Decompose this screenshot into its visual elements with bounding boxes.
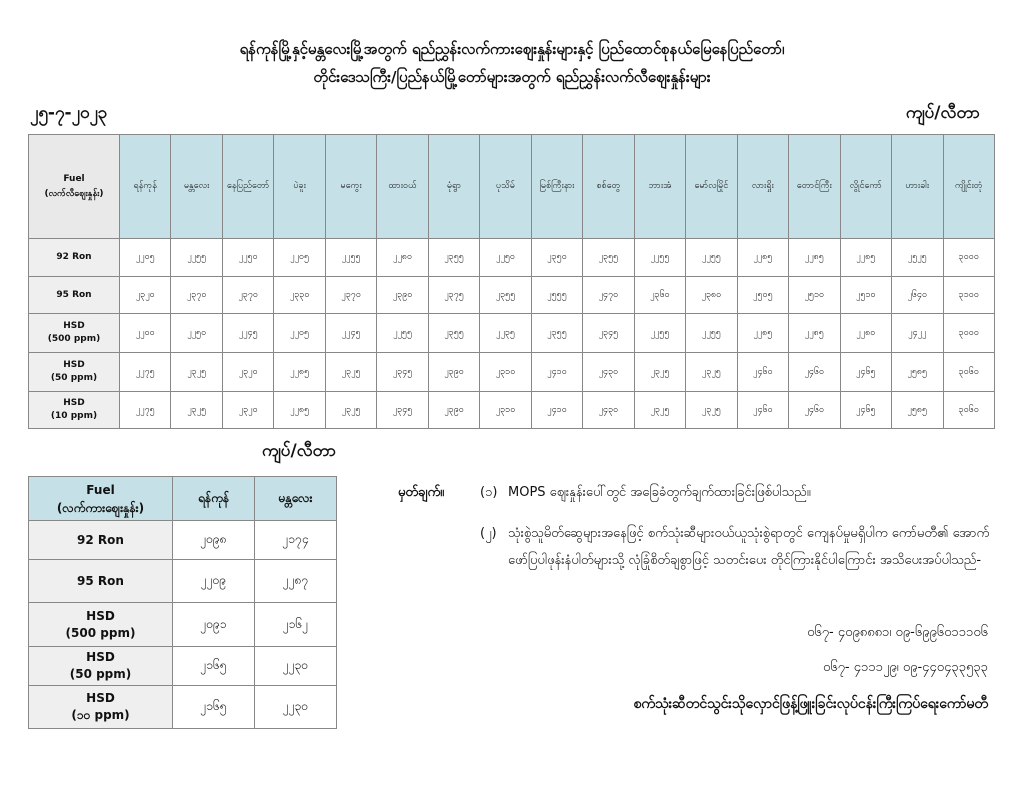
fuel-type-cell bbox=[29, 686, 173, 729]
city-header: လားရှိုး bbox=[737, 135, 788, 239]
fuel-header-sublabel: (လက်ကားဈေးနှုန်း) bbox=[56, 500, 145, 515]
price-cell: ၂၄၃၀ bbox=[583, 353, 634, 392]
fuel-type-sublabel: (50 ppm) bbox=[50, 373, 98, 383]
price-cell: ၂၂၈၅ bbox=[789, 314, 840, 353]
price-cell: ၂၄၁၀ bbox=[531, 392, 582, 429]
price-cell: ၂၂၈၅ bbox=[789, 239, 840, 277]
city-header: ဘားအံ bbox=[634, 135, 685, 239]
note-number: (၂) bbox=[480, 526, 497, 541]
table-row bbox=[29, 521, 337, 560]
price-cell: ၂၂၃၀ bbox=[255, 647, 337, 686]
table-row bbox=[29, 603, 337, 647]
table-row bbox=[29, 353, 995, 392]
retail-header-row bbox=[29, 135, 995, 239]
fuel-type-label: 95 Ron bbox=[77, 573, 124, 588]
fuel-type-label: HSD bbox=[63, 321, 85, 331]
price-cell: ၂၄၂၂ bbox=[892, 314, 943, 353]
city-header: တောင်ကြီး bbox=[789, 135, 840, 239]
fuel-type-label: 92 Ron bbox=[56, 252, 92, 262]
price-cell: ၃၀၆၀ bbox=[943, 392, 995, 429]
price-cell: ၂၂၄၅ bbox=[222, 314, 273, 353]
phone-numbers: ၀၆၇- ၄၀၉၈၈၈၁၊ ၀၉-၆၉၉၆၀၁၁၁၀၆ bbox=[807, 625, 988, 640]
price-cell: ၂၃၇၀ bbox=[325, 277, 376, 314]
table-row bbox=[29, 392, 995, 429]
price-cell: ၂၃၅၅ bbox=[428, 239, 479, 277]
price-cell: ၂၃၂၅ bbox=[634, 353, 685, 392]
price-cell: ၂၅၅၅ bbox=[531, 277, 582, 314]
unit-label-bottom: ကျပ်/လီတာ bbox=[262, 441, 337, 461]
city-header: မန္တလေး bbox=[171, 135, 222, 239]
city-header: မုံရွာ bbox=[428, 135, 479, 239]
price-cell: ၂၅၁၀ bbox=[840, 277, 891, 314]
price-cell: ၂၄၆၀ bbox=[737, 353, 788, 392]
fuel-header bbox=[29, 135, 120, 239]
price-cell: ၂၃၅၅ bbox=[531, 314, 582, 353]
price-cell: ၂၃၆၀ bbox=[634, 277, 685, 314]
price-cell: ၂၂၇၅ bbox=[120, 353, 171, 392]
fuel-type-cell bbox=[29, 603, 173, 647]
page-title-line-2: တိုင်းဒေသကြီး/ပြည်နယ်မြို့တော်များအတွက် ရည်ညွှန်းလက်လီဈေးနှုန်းများ bbox=[313, 68, 711, 86]
city-header: စစ်တွေ bbox=[583, 135, 634, 239]
price-cell: ၂၂၀၀ bbox=[120, 314, 171, 353]
fuel-header bbox=[29, 477, 173, 521]
price-cell: ၂၄၁၀ bbox=[531, 353, 582, 392]
unit-label-top: ကျပ်/လီတာ bbox=[905, 103, 980, 123]
city-header: မော်လမြိုင် bbox=[686, 135, 737, 239]
fuel-type-cell bbox=[29, 353, 120, 392]
price-cell: ၂၄၆၀ bbox=[737, 392, 788, 429]
price-cell: ၂၆၄၀ bbox=[892, 277, 943, 314]
table-row bbox=[29, 277, 995, 314]
price-cell: ၂၃၉၀ bbox=[428, 353, 479, 392]
price-cell: ၂၂၅၀ bbox=[171, 314, 222, 353]
fuel-type-sublabel: (၁၀ ppm) bbox=[71, 708, 130, 722]
city-header: ပဲခူး bbox=[274, 135, 325, 239]
price-cell: ၂၃၅၅ bbox=[480, 277, 531, 314]
page-title-line-1: ရန်ကုန်မြို့နှင့်မန္တလေးမြို့အတွက် ရည်ညွှန်းလက်ကားဈေးနှုန်းများနှင့် ပြည်ထောင်စုနယ်မြေနေပြည်တော်၊ bbox=[239, 40, 785, 58]
retail-price-table bbox=[28, 134, 995, 429]
fuel-type-label: HSD bbox=[63, 398, 85, 408]
price-cell: ၂၀၉၈ bbox=[173, 521, 255, 560]
price-cell: ၂၃၃၀ bbox=[274, 277, 325, 314]
price-cell: ၂၄၇၀ bbox=[583, 277, 634, 314]
fuel-type-sublabel: (10 ppm) bbox=[50, 411, 98, 421]
price-cell: ၂၂၀၉ bbox=[173, 560, 255, 603]
price-cell: ၂၃၂၅ bbox=[634, 392, 685, 429]
fuel-type-label: 95 Ron bbox=[56, 289, 92, 300]
table-row bbox=[29, 239, 995, 277]
committee-signature: စက်သုံးဆီတင်သွင်းသိုလှောင်ဖြန့်ဖြူးခြင်းလုပ်ငန်းကြီးကြပ်ရေးကော်မတီ bbox=[633, 696, 988, 712]
price-cell: ၂၃၇၀ bbox=[222, 277, 273, 314]
price-cell: ၂၂၈၅ bbox=[274, 392, 325, 429]
price-cell: ၂၃၉၀ bbox=[377, 277, 428, 314]
city-header: ပုသိမ် bbox=[480, 135, 531, 239]
price-cell: ၂၂၅၅ bbox=[686, 239, 737, 277]
price-cell: ၂၄၆၅ bbox=[840, 353, 891, 392]
price-cell: ၂၂၈၅ bbox=[737, 239, 788, 277]
price-cell: ၂၃၇၅ bbox=[428, 277, 479, 314]
price-cell: ၂၂၅၀ bbox=[480, 239, 531, 277]
price-cell: ၂၂၅၅ bbox=[171, 239, 222, 277]
fuel-type-sublabel: (50 ppm) bbox=[69, 667, 132, 681]
price-cell: ၃၁၀၀ bbox=[943, 277, 995, 314]
price-cell: ၂၃၄၅ bbox=[377, 392, 428, 429]
price-cell: ၃၀၀၀ bbox=[943, 239, 995, 277]
price-cell: ၂၄၃၀ bbox=[583, 392, 634, 429]
fuel-type-cell bbox=[29, 521, 173, 560]
city-header: မြစ်ကြီးနား bbox=[531, 135, 582, 239]
price-cell: ၂၃၂၀ bbox=[120, 277, 171, 314]
price-cell: ၂၂၅၅ bbox=[686, 314, 737, 353]
price-cell: ၂၁၆၂ bbox=[255, 603, 337, 647]
price-cell: ၂၀၉၁ bbox=[173, 603, 255, 647]
price-cell: ၂၂၈၀ bbox=[840, 314, 891, 353]
notes-label: မှတ်ချက်။ bbox=[398, 485, 445, 500]
note-number: (၁) bbox=[480, 485, 498, 500]
city-header: မကွေး bbox=[325, 135, 376, 239]
note-item bbox=[480, 520, 992, 574]
fuel-type-label: HSD bbox=[63, 360, 85, 370]
price-cell: ၂၄၆၅ bbox=[840, 392, 891, 429]
price-cell: ၃၀၆၀ bbox=[943, 353, 995, 392]
fuel-type-cell bbox=[29, 560, 173, 603]
city-header: မန္တလေး bbox=[255, 477, 337, 521]
fuel-type-cell bbox=[29, 277, 120, 314]
price-cell: ၂၃၂၅ bbox=[171, 353, 222, 392]
price-cell: ၂၃၂၅ bbox=[171, 392, 222, 429]
fuel-type-cell bbox=[29, 314, 120, 353]
note-text: MOPS ဈေးနှုန်းပေါ်တွင် အခြေခံတွက်ချက်ထားခြင်းဖြစ်ပါသည်။ bbox=[508, 485, 811, 500]
price-cell: ၂၃၂၀ bbox=[222, 353, 273, 392]
phone-numbers: ၀၆၇- ၄၁၁၁၂၉၊ ၀၉-၄၄၀၄၃၃၅၃၃ bbox=[822, 660, 988, 675]
price-cell: ၂၁၇၄ bbox=[255, 521, 337, 560]
price-cell: ၂၃၁၀ bbox=[480, 353, 531, 392]
city-header: လွိုင်ကော် bbox=[840, 135, 891, 239]
price-cell: ၂၃၅၅ bbox=[583, 239, 634, 277]
fuel-type-cell bbox=[29, 392, 120, 429]
price-cell: ၂၃၇၀ bbox=[171, 277, 222, 314]
price-cell: ၂၂၃၀ bbox=[255, 686, 337, 729]
price-cell: ၂၁၆၅ bbox=[173, 647, 255, 686]
price-cell: ၂၂၈၅ bbox=[737, 314, 788, 353]
price-cell: ၂၂၈၀ bbox=[377, 239, 428, 277]
city-header: ထားဝယ် bbox=[377, 135, 428, 239]
note-text: သုံးစွဲသူမိတ်ဆွေများအနေဖြင့် စက်သုံးဆီများဝယ်ယူသုံးစွဲရာတွင် ကျေနပ်မှုမရှိပါက ကော်မတီ၏ အောက်ဖော်ပြပါဖုန်းနံပါတ်များသို့ လုံခြုံစိတ်ချစွာဖြင့် သတင်းပေး တိုင်ကြားနိုင်ပါကြောင်း အသိပေးအပ်ပါသည်- bbox=[508, 526, 990, 568]
price-cell: ၂၂၀၅ bbox=[274, 239, 325, 277]
fuel-type-sublabel: (500 ppm) bbox=[65, 625, 136, 640]
price-cell: ၂၂၅၀ bbox=[222, 239, 273, 277]
price-cell: ၂၂၀၅ bbox=[274, 314, 325, 353]
price-cell: ၂၃၂၅ bbox=[686, 392, 737, 429]
note-item bbox=[480, 484, 811, 503]
price-cell: ၂၃၂၅ bbox=[325, 353, 376, 392]
price-cell: ၂၂၈၅ bbox=[274, 353, 325, 392]
price-cell: ၂၃၂၅ bbox=[686, 353, 737, 392]
price-cell: ၂၃၅၅ bbox=[428, 314, 479, 353]
price-cell: ၂၄၆၀ bbox=[789, 392, 840, 429]
price-cell: ၂၃၅၀ bbox=[531, 239, 582, 277]
price-cell: ၂၂၈၅ bbox=[840, 239, 891, 277]
price-cell: ၂၃၂၀ bbox=[222, 392, 273, 429]
wholesale-price-table bbox=[28, 476, 337, 729]
fuel-header-label: Fuel bbox=[63, 173, 85, 184]
price-cell: ၂၂၅၅ bbox=[325, 239, 376, 277]
price-cell: ၂၄၆၀ bbox=[789, 353, 840, 392]
city-header: ရန်ကုန် bbox=[173, 477, 255, 521]
date: ၂၅-၇-၂၀၂၃ bbox=[30, 103, 108, 123]
fuel-type-label: HSD bbox=[86, 650, 115, 664]
city-header: ကျိုင်းတုံ bbox=[943, 135, 995, 239]
price-cell: ၂၃၄၅ bbox=[583, 314, 634, 353]
price-cell: ၂၃၈၀ bbox=[686, 277, 737, 314]
price-cell: ၂၅၀၅ bbox=[737, 277, 788, 314]
fuel-header-sublabel: (လက်လီဈေးနှုန်း) bbox=[44, 188, 104, 199]
price-cell: ၂၅၈၅ bbox=[892, 353, 943, 392]
price-cell: ၂၂၃၅ bbox=[480, 314, 531, 353]
price-cell: ၂၅၈၅ bbox=[892, 392, 943, 429]
fuel-type-cell bbox=[29, 647, 173, 686]
price-cell: ၂၂၄၅ bbox=[325, 314, 376, 353]
fuel-type-cell bbox=[29, 239, 120, 277]
price-cell: ၂၂၇၅ bbox=[120, 392, 171, 429]
price-cell: ၂၂၅၅ bbox=[634, 239, 685, 277]
price-cell: ၂၂၅၅ bbox=[634, 314, 685, 353]
price-cell: ၂၁၆၅ bbox=[173, 686, 255, 729]
fuel-type-sublabel: (500 ppm) bbox=[47, 334, 101, 344]
price-cell: ၂၂၀၅ bbox=[120, 239, 171, 277]
wholesale-header-row bbox=[29, 477, 337, 521]
price-cell: ၂၂၅၅ bbox=[377, 314, 428, 353]
table-row bbox=[29, 686, 337, 729]
table-row bbox=[29, 647, 337, 686]
price-cell: ၂၃၂၅ bbox=[325, 392, 376, 429]
price-cell: ၂၃၉၀ bbox=[428, 392, 479, 429]
fuel-type-label: 92 Ron bbox=[77, 532, 124, 547]
price-cell: ၂၃၁၀ bbox=[480, 392, 531, 429]
fuel-header-label: Fuel bbox=[86, 482, 115, 497]
city-header: ရန်ကုန် bbox=[120, 135, 171, 239]
city-header: နေပြည်တော် bbox=[222, 135, 273, 239]
price-cell: ၂၅၂၅ bbox=[892, 239, 943, 277]
fuel-type-label: HSD bbox=[86, 608, 115, 623]
price-cell: ၂၂၈၇ bbox=[255, 560, 337, 603]
price-cell: ၂၅၁၀ bbox=[789, 277, 840, 314]
table-row bbox=[29, 314, 995, 353]
price-cell: ၂၃၄၅ bbox=[377, 353, 428, 392]
price-cell: ၃၀၀၀ bbox=[943, 314, 995, 353]
fuel-type-label: HSD bbox=[86, 691, 115, 705]
table-row bbox=[29, 560, 337, 603]
city-header: ဟားခါး bbox=[892, 135, 943, 239]
